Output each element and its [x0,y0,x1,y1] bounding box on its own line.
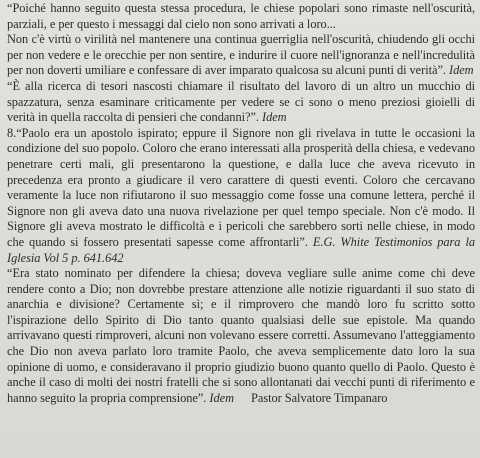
paragraph-3-text: “È alla ricerca di tesori nascosti chiamare il risultato del lavoro di un altro un mucchio di spazzatura, senza esaminare criticamente per vedere se ci sono o meno preziosi gioielli di verità in quella raccolta di pensieri che condanni?”. [7,78,475,125]
paragraph-2 [7,32,475,79]
paragraph-1 [7,1,475,32]
paragraph-4-text: 8.“Paolo era un apostolo ispirato; eppure il Signore non gli rivelava in tutte le occasioni la condizione del suo popolo. Coloro che erano interessati alla prosperità della chiesa, e vedevano penetrare certi mali, gli presentarono la questione, e dalla luce che aveva ricevuto in precedenza era pronto a giudicare il vero carattere di questi eventi. Coloro che cercavano veramente la luce non rifiutarono il suo messaggio come fosse una comune lettera, perché il Signore non gli aveva dato una nuova rivelazione per quel tempo speciale. Non c'è modo. Il Signore gli aveva mostrato le difficoltà e i pericoli che sarebbero sorti nelle chiese, in modo che quando si fossero presentati sapesse come affrontarli”. [7,125,475,249]
paragraph-5-text: “Era stato nominato per difendere la chiesa; doveva vegliare sulle anime come chi deve rendere conto a Dio; non dovrebbe prestare attenzione alle notizie riguardanti il suo stato di anarchia e divisione? Certamente sì; e il rimprovero che mandò loro fu scritto sotto l'ispirazione dello Spirito di Dio tanto quanto qualsiasi delle sue epistole. Ma quando arrivavano questi rimproveri, alcuni non volevano essere corretti. Assumevano l'atteggiamento che Dio non aveva parlato loro tramite Paolo, che aveva semplicemente dato loro la sua opinione di uomo, e consideravano il proprio giudizio buono quanto quello di Paolo. Questo è anche il caso di molti dei nostri fratelli che si sono allontanati dai vecchi punti di riferimento e hanno seguito la propria comprensione”. [7,266,475,405]
paragraph-5-citation: Idem [209,390,234,405]
paragraph-4-citation: E.G. White Testimonios para la Iglesia Vol 5 p. 641.642 [7,234,475,265]
paragraph-5 [7,266,475,406]
paragraph-2-text: Non c'è virtù o virilità nel mantenere una continua guerriglia nell'oscurità, chiudendo gli occhi per non vedere e le orecchie per non sentire, e indurire il cuore nell'ignoranza e nell'incredulità per non doverti umiliare e confessare di aver imparato qualcosa su alcuni punti di verità”. [7,32,475,78]
paragraph-4 [7,126,475,266]
paragraph-3-citation: Idem [262,110,287,125]
paragraph-1-text: “Poiché hanno seguito questa stessa procedura, le chiese popolari sono rimaste nell'oscurità, parziali, e per questo i messaggi dal cielo non sono arrivati a loro... [7,1,475,31]
paragraph-5-author: Pastor Salvatore Timpanaro [251,390,388,405]
paragraph-3 [7,79,475,126]
paragraph-2-citation: Idem [449,63,474,78]
